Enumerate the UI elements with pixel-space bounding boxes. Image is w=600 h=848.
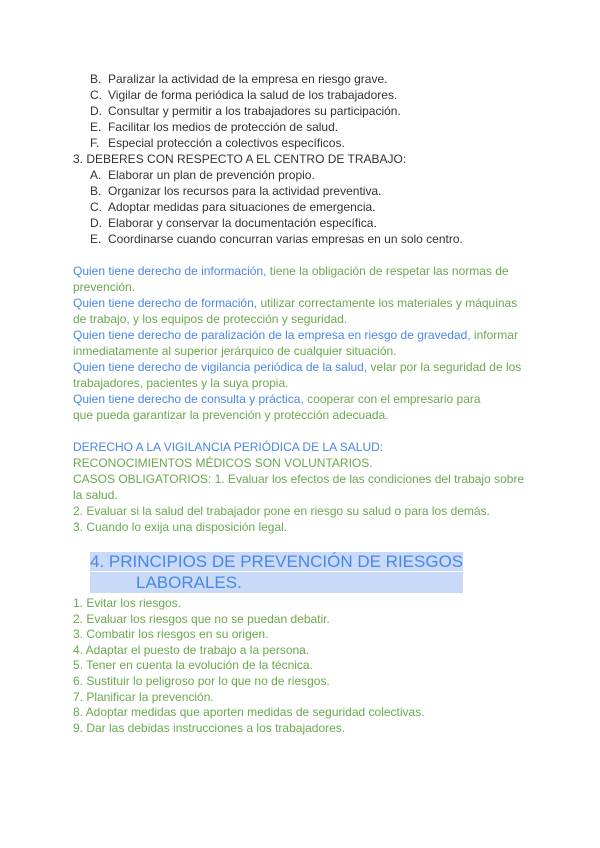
list-item: 5. Tener en cuenta la evolución de la técnica. [73, 658, 313, 673]
list-item: 6. Sustituir lo peligroso por lo que no de riesgos. [73, 673, 330, 688]
vigilancia-heading: DERECHO A LA VIGILANCIA PERIÓDICA DE LA SALUD: [73, 440, 384, 454]
list-item: 1. Evitar los riesgos. [73, 596, 182, 610]
list-item: C. Adoptar medidas para situaciones de emergencia. [90, 200, 376, 214]
list-item: B. Organizar los recursos para la actividad preventiva. [90, 184, 382, 198]
list-item: E. Coordinarse cuando concurran varias empresas en un solo centro. [90, 232, 463, 246]
vigilancia-section: DERECHO A LA VIGILANCIA PERIÓDICA DE LA SALUD: RECONOCIMIENTOS MÉDICOS SON VOLUNTARIOS. CASOS OBLIGATORIOS: 1. Evaluar los efectos de las condiciones del trabajo sobre la salud. 2. Evaluar si la salud del trabajador pone en riesgo su salud o para los demás. 3. Cuando lo exija una disposición legal. [73, 439, 533, 535]
list-item: 8. Adoptar medidas que aporten medidas de seguridad colectivas. [73, 705, 425, 720]
principios-title: 4. PRINCIPIOS DE PREVENCIÓN DE RIESGOS LABORALES. [90, 552, 464, 592]
principios-list [73, 595, 425, 735]
list-item: A. Elaborar un plan de prevención propio. [90, 168, 315, 182]
rights-paragraph: Quien tiene derecho de información, tiene la obligación de respetar las normas de prevención. Quien tiene derecho de formación, utilizar correctamente los materiales y máquinas de trabajo, y los equipos de protección y seguridad. Quien tiene derecho de paralización de la empresa en riesgo de gravedad, informar inmediatamente al superior jerárquico de cualquier situación. Quien tiene derecho de vigilancia periódica de la salud, velar por la seguridad de los trabajadores, pacientes y la suya propia. Quien tiene derecho de consulta y práctica, cooperar con el empresario para que pueda garantizar la prevención y protección adecuada. [73, 264, 522, 422]
section-heading: 3. DEBERES CON RESPECTO A EL CENTRO DE TRABAJO: [73, 152, 407, 166]
list-item: D. Elaborar y conservar la documentación específica. [90, 216, 377, 230]
list-item: 4. Adaptar el puesto de trabajo a la persona. [73, 642, 310, 657]
list-item: D. Consultar y permitir a los trabajadores su participación. [90, 104, 401, 118]
list-item: 9. Dar las debidas instrucciones a los trabajadores. [73, 720, 346, 735]
list-item: 3. Combatir los riesgos en su origen. [73, 627, 269, 642]
list-item: 7. Planificar la prevención. [73, 689, 214, 704]
list-item: 2. Evaluar los riesgos que no se puedan debatir. [73, 611, 330, 626]
list-item: B. Paralizar la actividad de la empresa en riesgo grave. [90, 72, 388, 86]
list-item: F. Especial protección a colectivos específicos. [90, 136, 345, 150]
list-item: E. Facilitar los medios de protección de salud. [90, 120, 339, 134]
list-item: C. Vigilar de forma periódica la salud de los trabajadores. [90, 88, 398, 102]
